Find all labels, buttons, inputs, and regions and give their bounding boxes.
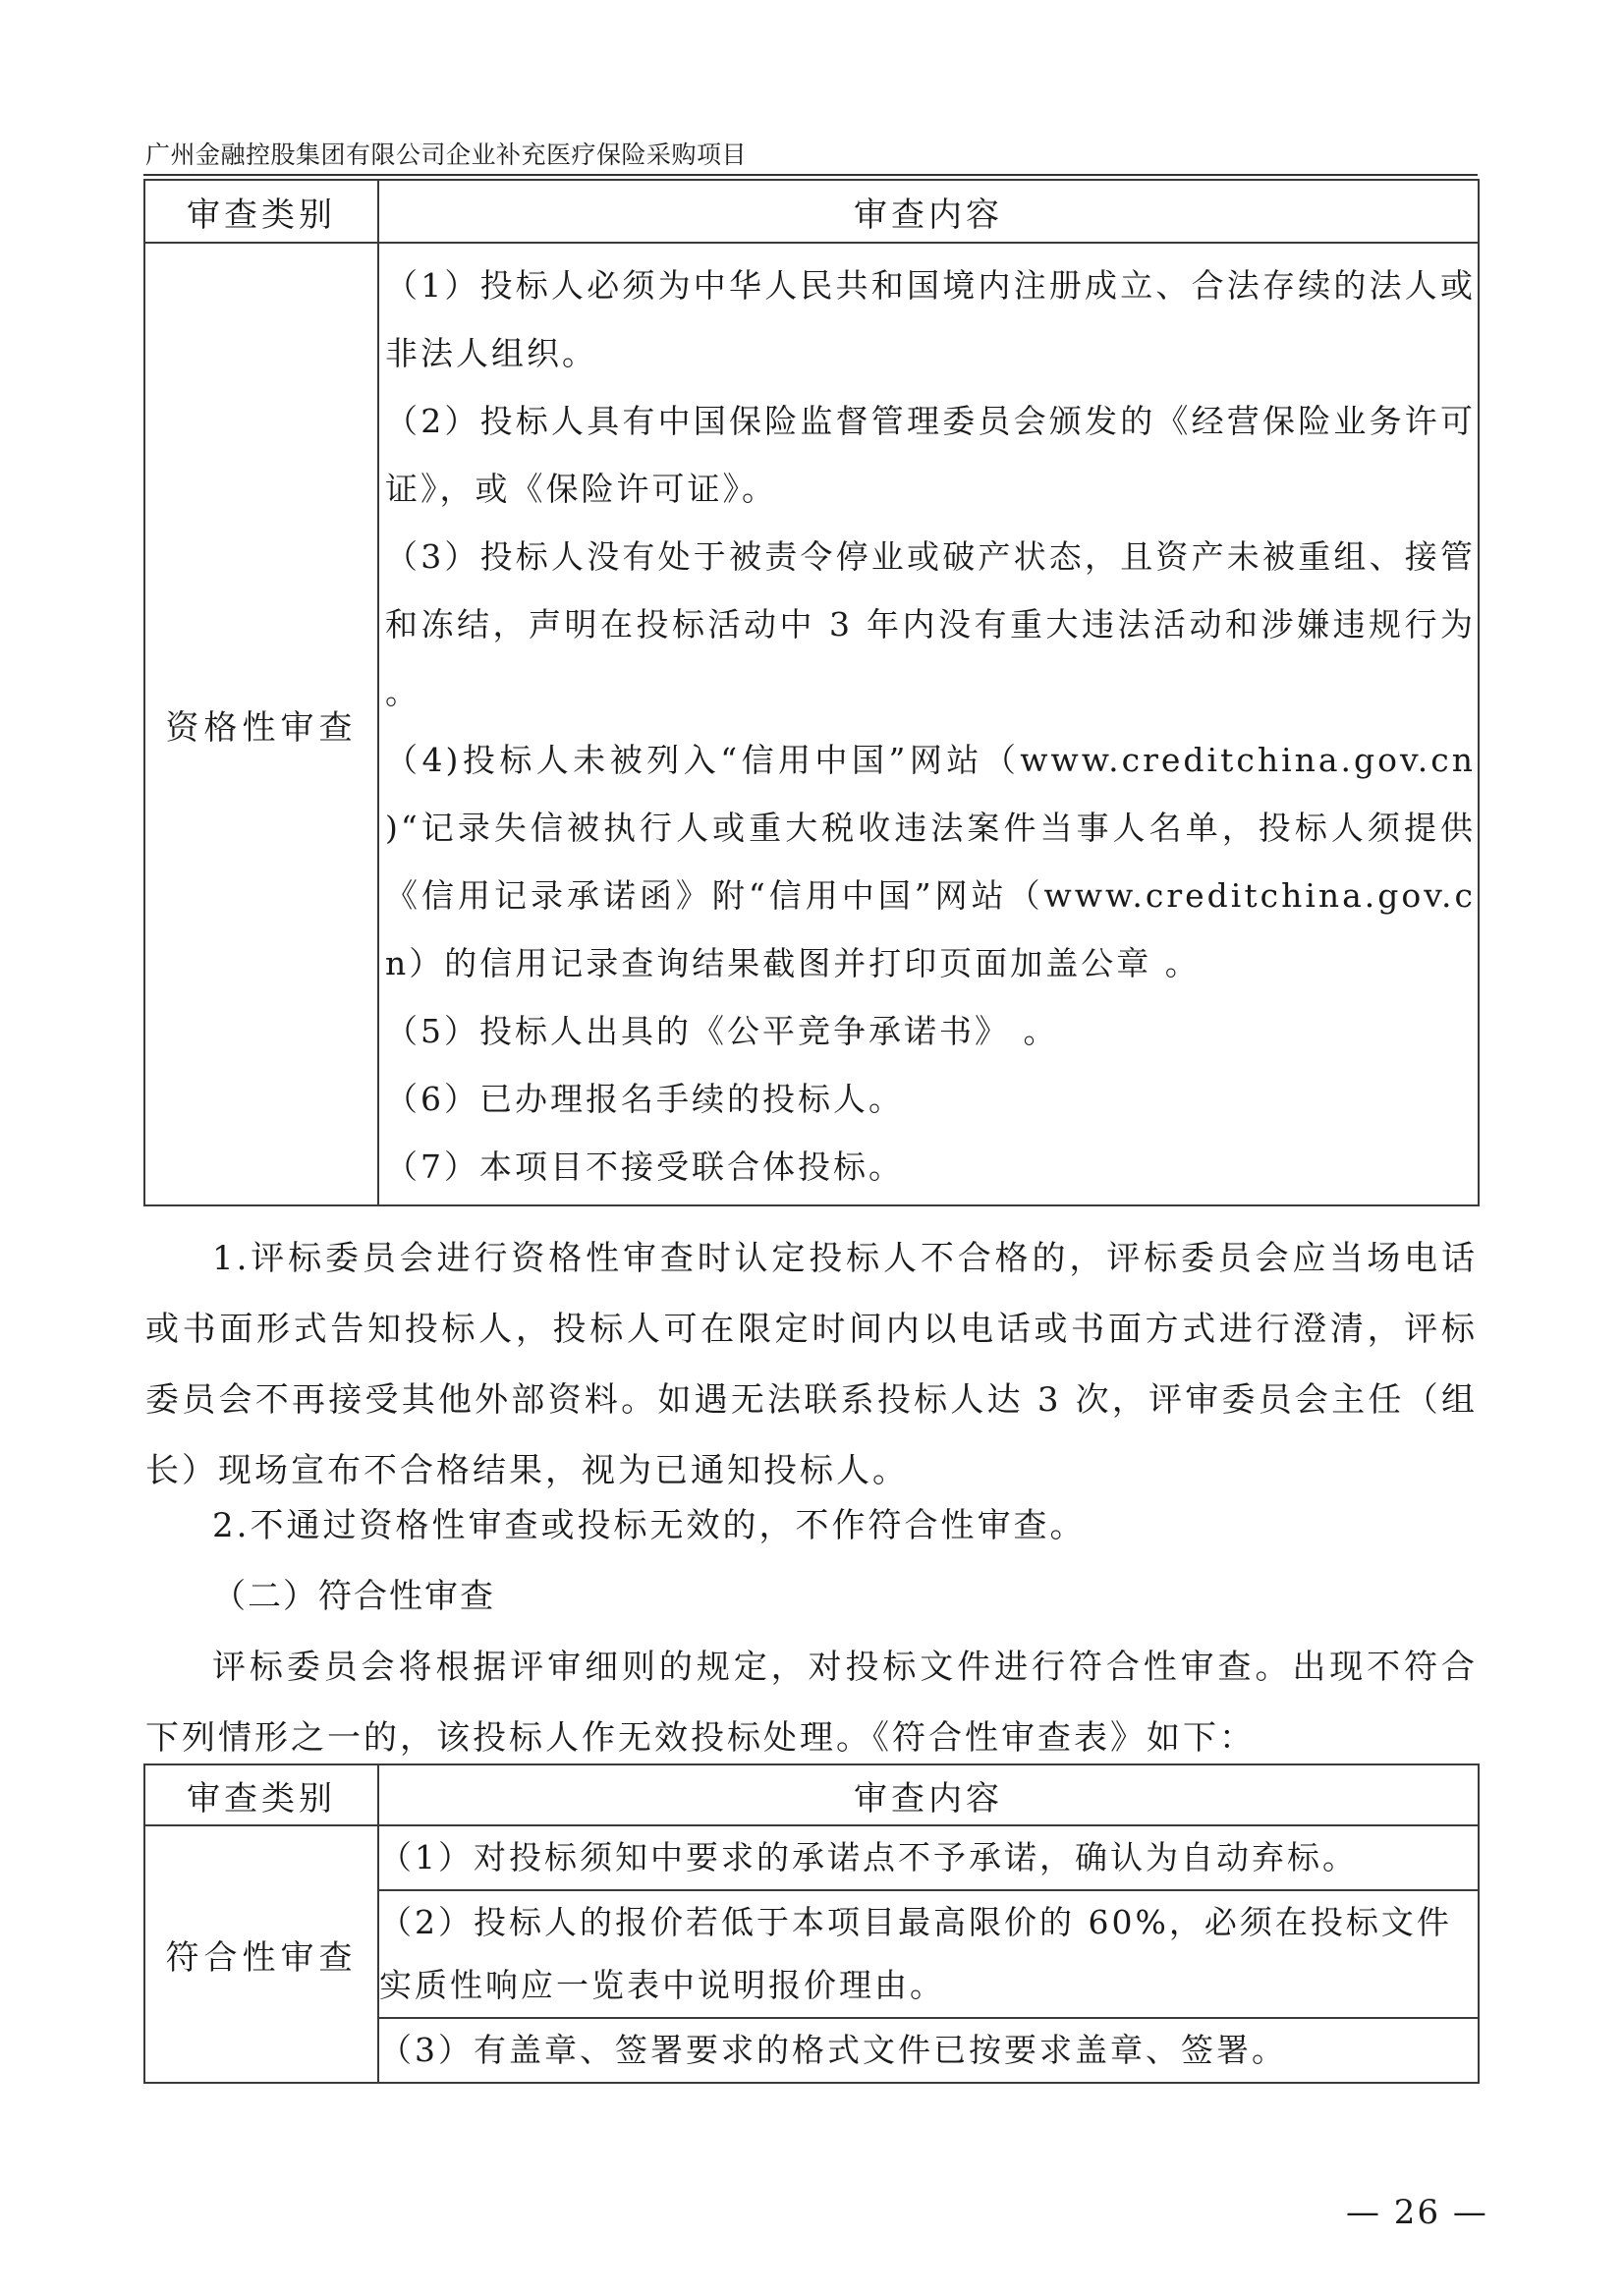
review-item: （5）投标人出具的《公平竞争承诺书》 。 bbox=[385, 1012, 1059, 1050]
column-header-content: 审查内容 bbox=[378, 180, 1479, 243]
review-item: （3）投标人没有处于被责令停业或破产状态，且资产未被重组、接管和冻结，声明在投标活动中 3 年内没有重大违法活动和涉嫌违规行为 。 bbox=[385, 537, 1476, 711]
paragraph-disqualification-notice: 1.评标委员会进行资格性审查时认定投标人不合格的，评标委员会应当场电话或书面形式告知投标人，投标人可在限定时间内以电话或书面方式进行澄清，评标委员会不再接受其他外部资料。如遇无法联系投标人达 3 次，评审委员会主任（组长）现场宣布不合格结果，视为已通知投标人。 bbox=[145, 1239, 1478, 1490]
table-header-row bbox=[144, 180, 1479, 243]
document-header-title: 广州金融控股集团有限公司企业补充医疗保险采购项目 bbox=[145, 140, 748, 169]
review-content-cell bbox=[378, 243, 1479, 1205]
qualification-review-table bbox=[143, 179, 1480, 1206]
review-item: （7）本项目不接受联合体投标。 bbox=[385, 1148, 904, 1186]
category-label: 资格性审查 bbox=[144, 243, 378, 1205]
table-row bbox=[144, 1825, 1479, 1890]
review-item: （4)投标人未被列入“信用中国”网站（www.creditchina.gov.cn )“记录失信被执行人或重大税收违法案件当事人名单，投标人须提供《信用记录承诺函》附“信用中国”网站（www.creditchina.gov.cn）的信用记录查询结果截图并打印页面加盖公章 。 bbox=[385, 741, 1476, 982]
review-item: （6）已办理报名手续的投标人。 bbox=[385, 1080, 904, 1118]
review-item: （3）有盖章、签署要求的格式文件已按要求盖章、签署。 bbox=[378, 2018, 1479, 2083]
column-header-category: 审查类别 bbox=[144, 1764, 378, 1825]
section-heading-compliance: （二）符合性审查 bbox=[212, 1577, 495, 1616]
column-header-category: 审查类别 bbox=[144, 180, 378, 243]
category-label: 符合性审查 bbox=[144, 1825, 378, 2083]
table-header-row bbox=[144, 1764, 1479, 1825]
table-row bbox=[144, 243, 1479, 1205]
compliance-review-table bbox=[143, 1763, 1480, 2084]
page-number: — 26 — bbox=[1346, 2193, 1488, 2232]
paragraph-compliance-intro: 评标委员会将根据评审细则的规定，对投标文件进行符合性审查。出现不符合下列情形之一的，该投标人作无效投标处理。《符合性审查表》如下： bbox=[145, 1648, 1478, 1758]
paragraph-no-compliance-review: 2.不通过资格性审查或投标无效的，不作符合性审查。 bbox=[212, 1506, 1087, 1545]
header-divider bbox=[143, 174, 1478, 176]
review-item: （2）投标人具有中国保险监督管理委员会颁发的《经营保险业务许可证》，或《保险许可证》。 bbox=[385, 402, 1476, 508]
review-item: （1）投标人必须为中华人民共和国境内注册成立、合法存续的法人或非法人组织。 bbox=[385, 266, 1476, 372]
review-item: （1）对投标须知中要求的承诺点不予承诺，确认为自动弃标。 bbox=[378, 1825, 1479, 1890]
review-item: （2）投标人的报价若低于本项目最高限价的 60%，必须在投标文件实质性响应一览表中说明报价理由。 bbox=[378, 1890, 1479, 2018]
column-header-content: 审查内容 bbox=[378, 1764, 1479, 1825]
